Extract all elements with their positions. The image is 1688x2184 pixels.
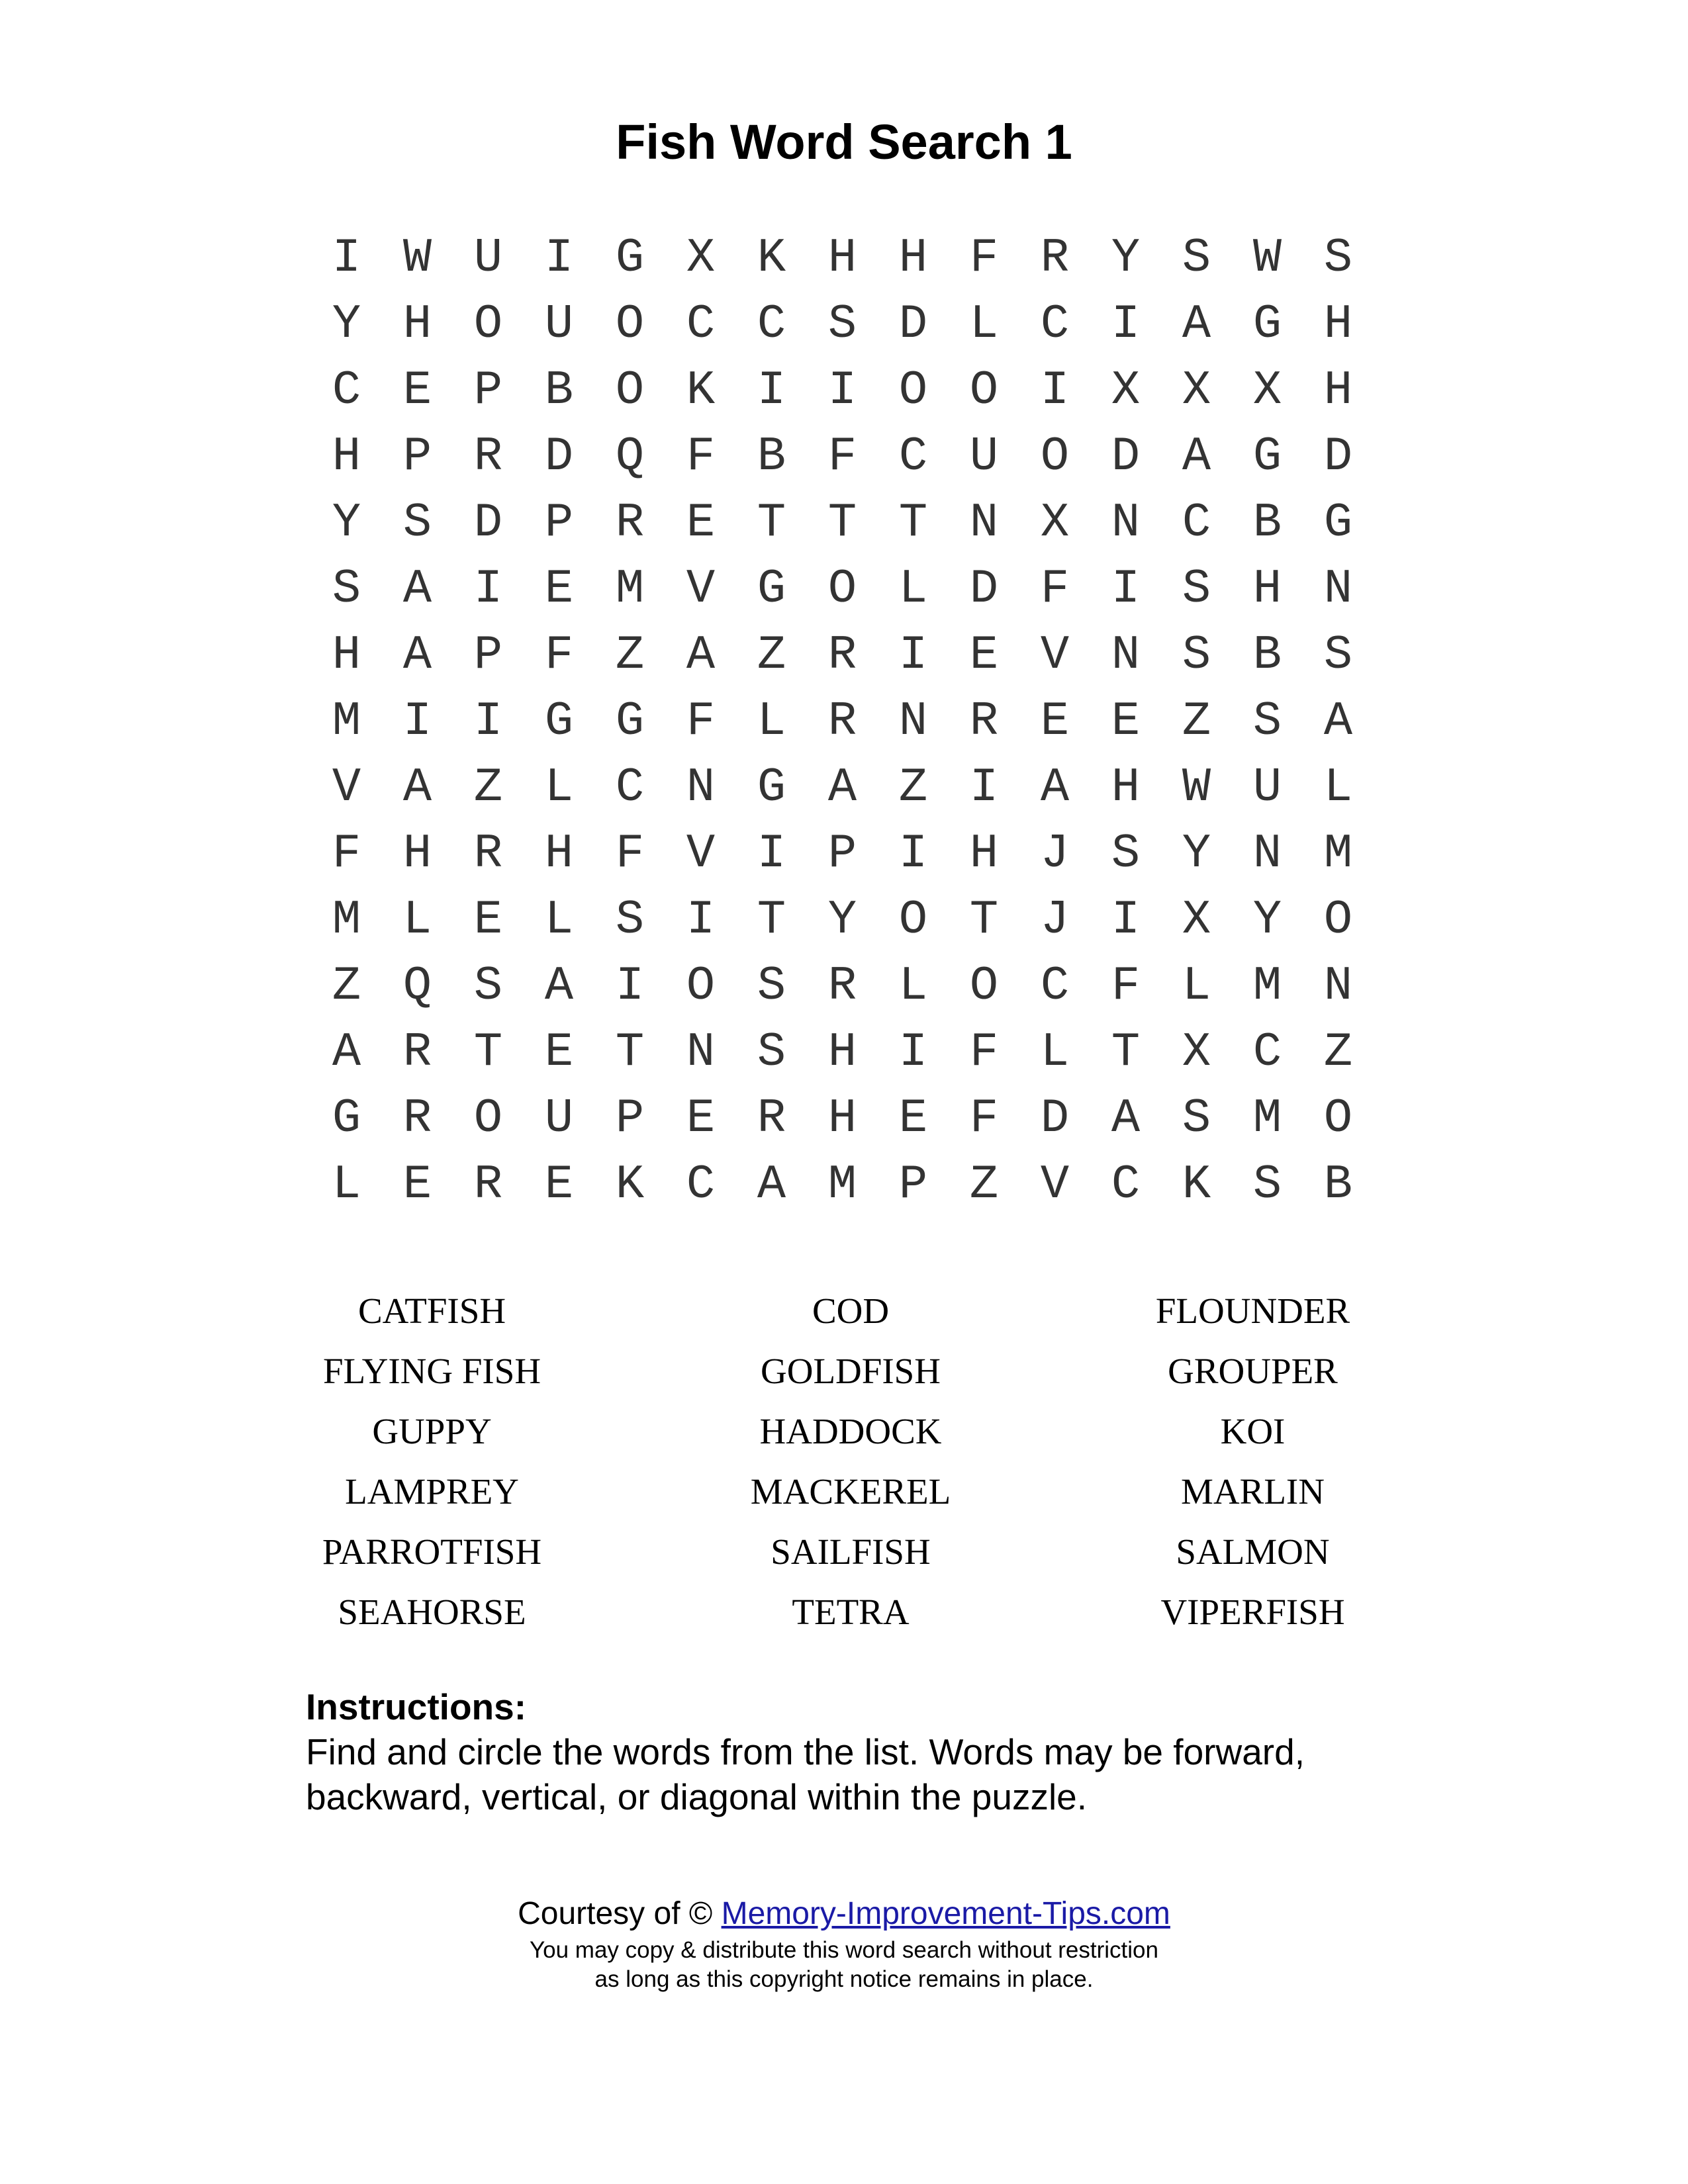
notice-line-2: as long as this copyright notice remains in place. — [594, 1966, 1094, 1992]
grid-letter: W — [1252, 231, 1282, 285]
copyright-notice — [0, 1936, 1688, 1994]
grid-letter: T — [615, 1025, 645, 1079]
word-list-item: HADDOCK — [759, 1411, 942, 1451]
grid-letter: N — [1111, 496, 1141, 550]
grid-letter: I — [1111, 297, 1141, 351]
instructions-heading: Instructions: — [306, 1686, 527, 1727]
grid-letter: Y — [332, 496, 361, 550]
grid-letter: L — [1182, 959, 1211, 1013]
grid-letter: F — [827, 430, 857, 484]
word-list-item: SAILFISH — [771, 1531, 931, 1572]
grid-letter: I — [1111, 893, 1141, 947]
grid-letter: U — [473, 231, 503, 285]
grid-letter: O — [827, 562, 857, 616]
grid-letter: U — [1252, 760, 1282, 815]
grid-letter: Z — [615, 628, 645, 682]
grid-letter: C — [332, 363, 361, 418]
grid-letter: V — [1040, 1158, 1070, 1212]
grid-letter: V — [1040, 628, 1070, 682]
grid-letter: O — [1040, 430, 1070, 484]
grid-letter: R — [473, 430, 503, 484]
grid-letter: F — [615, 827, 645, 881]
grid-letter: P — [615, 1091, 645, 1146]
grid-letter: C — [686, 1158, 716, 1212]
grid-letter: S — [332, 562, 361, 616]
grid-letter: I — [1040, 363, 1070, 418]
word-list-item: FLYING FISH — [322, 1351, 541, 1391]
grid-letter: L — [898, 959, 928, 1013]
grid-letter: R — [757, 1091, 786, 1146]
grid-letter: R — [402, 1025, 432, 1079]
grid-letter: Z — [757, 628, 786, 682]
grid-letter: E — [544, 562, 574, 616]
grid-letter: W — [1182, 760, 1211, 815]
courtesy-line — [0, 1894, 1688, 1934]
grid-letter: R — [827, 959, 857, 1013]
grid-letter: Y — [1252, 893, 1282, 947]
grid-letter: E — [969, 628, 999, 682]
grid-letter: B — [757, 430, 786, 484]
grid-letter: A — [402, 760, 432, 815]
grid-letter: U — [544, 297, 574, 351]
grid-letter: B — [1323, 1158, 1353, 1212]
grid-letter: E — [1111, 694, 1141, 749]
grid-letter: N — [898, 694, 928, 749]
word-list-item: SALMON — [1176, 1531, 1330, 1572]
grid-letter: X — [1252, 363, 1282, 418]
grid-letter: K — [686, 363, 716, 418]
word-list-item: SEAHORSE — [338, 1592, 526, 1632]
word-list-item: GROUPER — [1168, 1351, 1338, 1391]
grid-letter: L — [544, 893, 574, 947]
grid-letter: H — [1323, 297, 1353, 351]
grid-letter: I — [686, 893, 716, 947]
grid-letter: G — [1252, 430, 1282, 484]
grid-letter: U — [544, 1091, 574, 1146]
grid-letter: S — [757, 959, 786, 1013]
word-list-item: LAMPREY — [345, 1471, 519, 1512]
grid-letter: A — [686, 628, 716, 682]
grid-letter: U — [969, 430, 999, 484]
grid-letter: F — [544, 628, 574, 682]
grid-letter: A — [1111, 1091, 1141, 1146]
grid-letter: G — [757, 562, 786, 616]
grid-letter: I — [473, 562, 503, 616]
grid-letter: H — [827, 1025, 857, 1079]
grid-letter: S — [1182, 231, 1211, 285]
grid-letter: G — [544, 694, 574, 749]
grid-letter: H — [544, 827, 574, 881]
grid-letter: X — [1182, 1025, 1211, 1079]
grid-letter: L — [332, 1158, 361, 1212]
word-list-item: GUPPY — [372, 1411, 492, 1451]
grid-letter: P — [827, 827, 857, 881]
grid-letter: A — [1182, 297, 1211, 351]
word-list-item: MARLIN — [1181, 1471, 1325, 1512]
grid-letter: I — [757, 827, 786, 881]
source-link[interactable]: Memory-Improvement-Tips.com — [721, 1896, 1170, 1931]
grid-letter: X — [686, 231, 716, 285]
grid-letter: G — [615, 231, 645, 285]
grid-letter: H — [1111, 760, 1141, 815]
word-list-item: FLOUNDER — [1155, 1291, 1350, 1331]
grid-letter: X — [1182, 363, 1211, 418]
page-title: Fish Word Search 1 — [616, 114, 1072, 169]
grid-letter: I — [615, 959, 645, 1013]
grid-letter: O — [473, 1091, 503, 1146]
grid-letter: M — [1323, 827, 1353, 881]
grid-letter: R — [473, 1158, 503, 1212]
grid-letter: N — [686, 1025, 716, 1079]
grid-letter: S — [827, 297, 857, 351]
grid-letter: A — [757, 1158, 786, 1212]
grid-letter: S — [615, 893, 645, 947]
grid-letter: S — [1252, 694, 1282, 749]
grid-letter: D — [473, 496, 503, 550]
word-list — [278, 1281, 1470, 1642]
grid-letter: S — [757, 1025, 786, 1079]
grid-letter: O — [615, 297, 645, 351]
grid-letter: M — [827, 1158, 857, 1212]
grid-letter: H — [402, 827, 432, 881]
grid-letter: R — [969, 694, 999, 749]
grid-letter: Q — [615, 430, 645, 484]
grid-letter: F — [1111, 959, 1141, 1013]
grid-letter: Y — [1182, 827, 1211, 881]
grid-letter: R — [473, 827, 503, 881]
grid-letter: O — [615, 363, 645, 418]
grid-letter: E — [544, 1025, 574, 1079]
grid-letter: X — [1040, 496, 1070, 550]
grid-letter: Z — [898, 760, 928, 815]
grid-letter: P — [473, 363, 503, 418]
grid-letter: I — [332, 231, 361, 285]
grid-letter: C — [757, 297, 786, 351]
grid-letter: H — [969, 827, 999, 881]
grid-letter: K — [615, 1158, 645, 1212]
grid-letter: Z — [332, 959, 361, 1013]
grid-letter: S — [473, 959, 503, 1013]
grid-letter: V — [332, 760, 361, 815]
grid-letter: S — [1323, 231, 1353, 285]
grid-letter: A — [1182, 430, 1211, 484]
notice-line-1: You may copy & distribute this word search without restriction — [530, 1937, 1158, 1963]
grid-letter: O — [898, 893, 928, 947]
grid-letter: T — [827, 496, 857, 550]
grid-letter: F — [1040, 562, 1070, 616]
grid-letter: S — [1182, 1091, 1211, 1146]
grid-letter: I — [757, 363, 786, 418]
grid-letter: H — [1323, 363, 1353, 418]
grid-letter: I — [402, 694, 432, 749]
grid-letter: M — [1252, 959, 1282, 1013]
grid-letter: S — [1252, 1158, 1282, 1212]
grid-letter: B — [544, 363, 574, 418]
grid-letter: F — [969, 1025, 999, 1079]
grid-letter: L — [969, 297, 999, 351]
grid-letter: G — [757, 760, 786, 815]
grid-letter: V — [686, 562, 716, 616]
courtesy-prefix: Courtesy of © — [518, 1896, 713, 1931]
grid-letter: H — [402, 297, 432, 351]
grid-letter: I — [473, 694, 503, 749]
grid-letter: A — [544, 959, 574, 1013]
grid-letter: E — [402, 363, 432, 418]
grid-letter: E — [544, 1158, 574, 1212]
grid-letter: H — [1252, 562, 1282, 616]
grid-letter: C — [898, 430, 928, 484]
word-list-item: COD — [812, 1291, 890, 1331]
grid-letter: F — [969, 1091, 999, 1146]
grid-letter: I — [898, 1025, 928, 1079]
grid-letter: Z — [969, 1158, 999, 1212]
grid-letter: S — [1111, 827, 1141, 881]
grid-letter: O — [1323, 893, 1353, 947]
grid-letter: O — [969, 363, 999, 418]
grid-letter: B — [1252, 496, 1282, 550]
grid-letter: G — [615, 694, 645, 749]
grid-letter: H — [332, 628, 361, 682]
grid-letter: S — [1182, 562, 1211, 616]
grid-letter: M — [332, 893, 361, 947]
grid-letter: F — [686, 694, 716, 749]
grid-letter: C — [1252, 1025, 1282, 1079]
grid-letter: F — [686, 430, 716, 484]
word-list-item: MACKEREL — [750, 1471, 951, 1512]
grid-letter: T — [473, 1025, 503, 1079]
grid-letter: R — [402, 1091, 432, 1146]
word-list-item: KOI — [1220, 1411, 1286, 1451]
grid-letter: O — [898, 363, 928, 418]
grid-letter: F — [969, 231, 999, 285]
grid-letter: W — [402, 231, 432, 285]
grid-letter: R — [827, 694, 857, 749]
grid-letter: E — [1040, 694, 1070, 749]
grid-letter: D — [898, 297, 928, 351]
grid-letter: H — [827, 1091, 857, 1146]
grid-letter: G — [1323, 496, 1353, 550]
grid-letter: X — [1182, 893, 1211, 947]
grid-letter: L — [757, 694, 786, 749]
grid-letter: N — [1323, 562, 1353, 616]
grid-letter: T — [969, 893, 999, 947]
grid-letter: C — [1040, 297, 1070, 351]
grid-letter: F — [332, 827, 361, 881]
grid-letter: C — [1182, 496, 1211, 550]
grid-letter: L — [898, 562, 928, 616]
grid-letter: T — [757, 496, 786, 550]
grid-letter: N — [1252, 827, 1282, 881]
grid-letter: C — [1040, 959, 1070, 1013]
grid-letter: A — [332, 1025, 361, 1079]
word-list-item: GOLDFISH — [761, 1351, 941, 1391]
grid-letter: C — [1111, 1158, 1141, 1212]
grid-letter: B — [1252, 628, 1282, 682]
grid-letter: N — [1111, 628, 1141, 682]
grid-letter: O — [686, 959, 716, 1013]
grid-letter: N — [686, 760, 716, 815]
grid-letter: K — [757, 231, 786, 285]
grid-letter: I — [1111, 562, 1141, 616]
grid-letter: M — [332, 694, 361, 749]
word-list-item: PARROTFISH — [322, 1531, 542, 1572]
word-list-item: TETRA — [792, 1592, 910, 1632]
grid-letter: O — [473, 297, 503, 351]
grid-letter: A — [827, 760, 857, 815]
grid-letter: I — [898, 628, 928, 682]
word-search-grid — [311, 225, 1374, 1218]
grid-letter: Q — [402, 959, 432, 1013]
grid-letter: R — [1040, 231, 1070, 285]
grid-letter: S — [1323, 628, 1353, 682]
grid-letter: D — [1040, 1091, 1070, 1146]
instructions-text: Find and circle the words from the list. Words may be forward, backward, vertical, or diagonal within the puzzle. — [306, 1731, 1305, 1817]
grid-letter: C — [615, 760, 645, 815]
grid-letter: Z — [1323, 1025, 1353, 1079]
grid-letter: N — [1323, 959, 1353, 1013]
grid-letter: I — [898, 827, 928, 881]
grid-letter: H — [332, 430, 361, 484]
grid-letter: L — [1323, 760, 1353, 815]
grid-letter: C — [686, 297, 716, 351]
grid-letter: E — [473, 893, 503, 947]
grid-letter: J — [1040, 827, 1070, 881]
grid-letter: T — [757, 893, 786, 947]
grid-letter: I — [969, 760, 999, 815]
grid-letter: A — [402, 562, 432, 616]
grid-letter: H — [827, 231, 857, 285]
grid-letter: V — [686, 827, 716, 881]
grid-letter: O — [1323, 1091, 1353, 1146]
grid-letter: Z — [473, 760, 503, 815]
grid-letter: S — [1182, 628, 1211, 682]
grid-letter: H — [898, 231, 928, 285]
grid-letter: Y — [827, 893, 857, 947]
grid-letter: T — [1111, 1025, 1141, 1079]
grid-letter: G — [332, 1091, 361, 1146]
grid-letter: R — [827, 628, 857, 682]
grid-letter: S — [402, 496, 432, 550]
grid-letter: P — [473, 628, 503, 682]
grid-letter: P — [402, 430, 432, 484]
grid-letter: L — [402, 893, 432, 947]
grid-letter: O — [969, 959, 999, 1013]
grid-letter: A — [1040, 760, 1070, 815]
grid-letter: A — [402, 628, 432, 682]
grid-letter: M — [615, 562, 645, 616]
grid-letter: K — [1182, 1158, 1211, 1212]
grid-letter: D — [1323, 430, 1353, 484]
grid-letter: E — [898, 1091, 928, 1146]
grid-letter: P — [898, 1158, 928, 1212]
grid-letter: X — [1111, 363, 1141, 418]
grid-letter: G — [1252, 297, 1282, 351]
grid-letter: Y — [1111, 231, 1141, 285]
grid-letter: E — [686, 1091, 716, 1146]
grid-letter: Z — [1182, 694, 1211, 749]
grid-letter: L — [544, 760, 574, 815]
grid-letter: A — [1323, 694, 1353, 749]
grid-letter: L — [1040, 1025, 1070, 1079]
grid-letter: P — [544, 496, 574, 550]
grid-letter: E — [402, 1158, 432, 1212]
grid-letter: T — [898, 496, 928, 550]
grid-letter: D — [544, 430, 574, 484]
grid-letter: N — [969, 496, 999, 550]
grid-letter: D — [1111, 430, 1141, 484]
grid-letter: J — [1040, 893, 1070, 947]
word-list-item: CATFISH — [357, 1291, 506, 1331]
word-list-item: VIPERFISH — [1160, 1592, 1345, 1632]
grid-letter: I — [544, 231, 574, 285]
grid-letter: I — [827, 363, 857, 418]
grid-letter: R — [615, 496, 645, 550]
grid-letter: M — [1252, 1091, 1282, 1146]
grid-letter: E — [686, 496, 716, 550]
grid-letter: Y — [332, 297, 361, 351]
grid-letter: D — [969, 562, 999, 616]
